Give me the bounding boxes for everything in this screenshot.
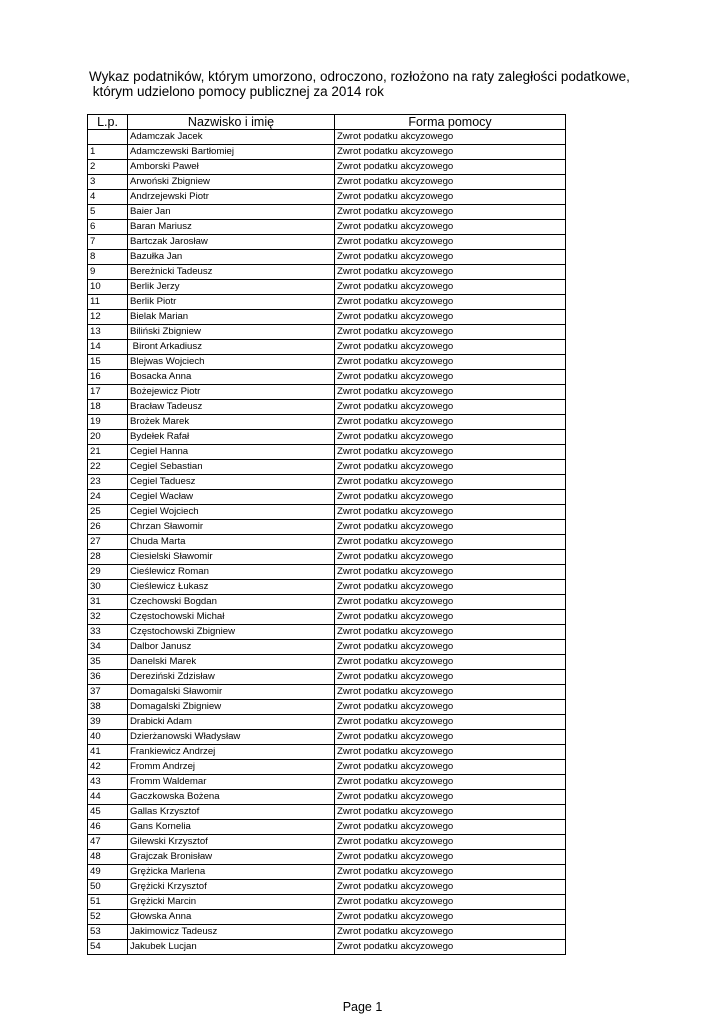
page-number: Page 1	[342, 1000, 383, 1014]
cell-form: Zwrot podatku akcyzowego	[335, 910, 566, 925]
cell-lp: 21	[88, 445, 128, 460]
table-row	[88, 250, 566, 265]
table-row	[88, 295, 566, 310]
cell-name: Domagalski Sławomir	[128, 685, 335, 700]
cell-form: Zwrot podatku akcyzowego	[335, 640, 566, 655]
table-row	[88, 745, 566, 760]
cell-form: Zwrot podatku akcyzowego	[335, 865, 566, 880]
cell-form: Zwrot podatku akcyzowego	[335, 220, 566, 235]
table-row	[88, 670, 566, 685]
cell-form: Zwrot podatku akcyzowego	[335, 400, 566, 415]
table-row	[88, 235, 566, 250]
table-row	[88, 400, 566, 415]
table-row	[88, 370, 566, 385]
cell-lp: 50	[88, 880, 128, 895]
cell-lp: 4	[88, 190, 128, 205]
cell-name: Arwoński Zbigniew	[128, 175, 335, 190]
cell-name: Adamczak Jacek	[128, 130, 335, 145]
cell-lp: 16	[88, 370, 128, 385]
cell-lp: 51	[88, 895, 128, 910]
cell-form: Zwrot podatku akcyzowego	[335, 835, 566, 850]
cell-form: Zwrot podatku akcyzowego	[335, 850, 566, 865]
cell-lp: 54	[88, 940, 128, 955]
cell-form: Zwrot podatku akcyzowego	[335, 205, 566, 220]
cell-name: Domagalski Zbigniew	[128, 700, 335, 715]
cell-form: Zwrot podatku akcyzowego	[335, 925, 566, 940]
cell-lp: 20	[88, 430, 128, 445]
cell-form: Zwrot podatku akcyzowego	[335, 625, 566, 640]
table-row	[88, 790, 566, 805]
cell-name: Gans Kornelia	[128, 820, 335, 835]
cell-name: Fromm Waldemar	[128, 775, 335, 790]
cell-name: Blejwas Wojciech	[128, 355, 335, 370]
cell-name: Chuda Marta	[128, 535, 335, 550]
table-body	[88, 130, 566, 955]
cell-form: Zwrot podatku akcyzowego	[335, 415, 566, 430]
table-row	[88, 190, 566, 205]
cell-lp: 11	[88, 295, 128, 310]
table-row	[88, 835, 566, 850]
cell-lp	[88, 130, 128, 145]
table-row	[88, 865, 566, 880]
cell-name: Bereżnicki Tadeusz	[128, 265, 335, 280]
cell-name: Fromm Andrzej	[128, 760, 335, 775]
cell-name: Bartczak Jarosław	[128, 235, 335, 250]
cell-lp: 46	[88, 820, 128, 835]
table-row	[88, 925, 566, 940]
table-row	[88, 475, 566, 490]
cell-lp: 47	[88, 835, 128, 850]
cell-name: Jakubek Lucjan	[128, 940, 335, 955]
table-row	[88, 385, 566, 400]
cell-lp: 25	[88, 505, 128, 520]
table-row	[88, 580, 566, 595]
cell-name: Grajczak Bronisław	[128, 850, 335, 865]
cell-name: Chrzan Sławomir	[128, 520, 335, 535]
cell-lp: 6	[88, 220, 128, 235]
table-row	[88, 220, 566, 235]
table-row	[88, 520, 566, 535]
cell-form: Zwrot podatku akcyzowego	[335, 580, 566, 595]
table-row	[88, 700, 566, 715]
cell-lp: 31	[88, 595, 128, 610]
cell-form: Zwrot podatku akcyzowego	[335, 610, 566, 625]
cell-lp: 45	[88, 805, 128, 820]
table-row	[88, 130, 566, 145]
table-row	[88, 910, 566, 925]
cell-name: Drabicki Adam	[128, 715, 335, 730]
table-row	[88, 715, 566, 730]
cell-lp: 12	[88, 310, 128, 325]
cell-form: Zwrot podatku akcyzowego	[335, 355, 566, 370]
cell-form: Zwrot podatku akcyzowego	[335, 250, 566, 265]
cell-name: Andrzejewski Piotr	[128, 190, 335, 205]
cell-name: Dzierżanowski Władysław	[128, 730, 335, 745]
cell-lp: 1	[88, 145, 128, 160]
cell-lp: 26	[88, 520, 128, 535]
table-row	[88, 685, 566, 700]
cell-form: Zwrot podatku akcyzowego	[335, 295, 566, 310]
cell-form: Zwrot podatku akcyzowego	[335, 145, 566, 160]
table-row	[88, 415, 566, 430]
cell-lp: 44	[88, 790, 128, 805]
cell-form: Zwrot podatku akcyzowego	[335, 235, 566, 250]
cell-form: Zwrot podatku akcyzowego	[335, 445, 566, 460]
cell-form: Zwrot podatku akcyzowego	[335, 340, 566, 355]
cell-lp: 22	[88, 460, 128, 475]
cell-form: Zwrot podatku akcyzowego	[335, 790, 566, 805]
cell-name: Grężicka Marlena	[128, 865, 335, 880]
table-row	[88, 175, 566, 190]
cell-lp: 34	[88, 640, 128, 655]
cell-form: Zwrot podatku akcyzowego	[335, 595, 566, 610]
cell-lp: 15	[88, 355, 128, 370]
table-row	[88, 595, 566, 610]
cell-name: Berlik Jerzy	[128, 280, 335, 295]
table-row	[88, 505, 566, 520]
cell-form: Zwrot podatku akcyzowego	[335, 745, 566, 760]
cell-name: Cegiel Wacław	[128, 490, 335, 505]
cell-lp: 18	[88, 400, 128, 415]
cell-form: Zwrot podatku akcyzowego	[335, 940, 566, 955]
table-row	[88, 160, 566, 175]
cell-lp: 42	[88, 760, 128, 775]
cell-name: Częstochowski Zbigniew	[128, 625, 335, 640]
cell-lp: 43	[88, 775, 128, 790]
cell-lp: 5	[88, 205, 128, 220]
cell-form: Zwrot podatku akcyzowego	[335, 670, 566, 685]
cell-name: Danelski Marek	[128, 655, 335, 670]
cell-lp: 40	[88, 730, 128, 745]
cell-name: Adamczewski Bartłomiej	[128, 145, 335, 160]
cell-lp: 52	[88, 910, 128, 925]
cell-lp: 33	[88, 625, 128, 640]
cell-form: Zwrot podatku akcyzowego	[335, 775, 566, 790]
cell-form: Zwrot podatku akcyzowego	[335, 385, 566, 400]
cell-lp: 14	[88, 340, 128, 355]
cell-lp: 19	[88, 415, 128, 430]
cell-name: Cieślewicz Łukasz	[128, 580, 335, 595]
cell-lp: 8	[88, 250, 128, 265]
cell-lp: 24	[88, 490, 128, 505]
cell-form: Zwrot podatku akcyzowego	[335, 190, 566, 205]
cell-name: Częstochowski Michał	[128, 610, 335, 625]
cell-lp: 27	[88, 535, 128, 550]
table-row	[88, 490, 566, 505]
table-row	[88, 640, 566, 655]
cell-name: Dalbor Janusz	[128, 640, 335, 655]
title-line-2: którym udzielono pomocy publicznej za 2014 rok	[89, 84, 384, 99]
cell-lp: 7	[88, 235, 128, 250]
cell-name: Berlik Piotr	[128, 295, 335, 310]
table-row	[88, 880, 566, 895]
cell-form: Zwrot podatku akcyzowego	[335, 460, 566, 475]
cell-form: Zwrot podatku akcyzowego	[335, 655, 566, 670]
table-row	[88, 820, 566, 835]
cell-name: Jakimowicz Tadeusz	[128, 925, 335, 940]
cell-form: Zwrot podatku akcyzowego	[335, 895, 566, 910]
table-row	[88, 895, 566, 910]
cell-name: Bosacka Anna	[128, 370, 335, 385]
cell-lp: 48	[88, 850, 128, 865]
cell-lp: 9	[88, 265, 128, 280]
cell-form: Zwrot podatku akcyzowego	[335, 490, 566, 505]
table-row	[88, 655, 566, 670]
cell-name: Gaczkowska Bożena	[128, 790, 335, 805]
cell-form: Zwrot podatku akcyzowego	[335, 880, 566, 895]
cell-lp: 41	[88, 745, 128, 760]
cell-name: Cegiel Taduesz	[128, 475, 335, 490]
table-row	[88, 760, 566, 775]
cell-lp: 2	[88, 160, 128, 175]
table-row	[88, 340, 566, 355]
table-row	[88, 565, 566, 580]
table-row	[88, 850, 566, 865]
cell-lp: 35	[88, 655, 128, 670]
cell-name: Brożek Marek	[128, 415, 335, 430]
table-row	[88, 460, 566, 475]
table-row	[88, 610, 566, 625]
cell-name: Bracław Tadeusz	[128, 400, 335, 415]
table-row	[88, 355, 566, 370]
cell-lp: 37	[88, 685, 128, 700]
cell-form: Zwrot podatku akcyzowego	[335, 760, 566, 775]
cell-name: Grężicki Krzysztof	[128, 880, 335, 895]
cell-name: Baier Jan	[128, 205, 335, 220]
table-row	[88, 535, 566, 550]
cell-form: Zwrot podatku akcyzowego	[335, 160, 566, 175]
cell-form: Zwrot podatku akcyzowego	[335, 265, 566, 280]
cell-lp: 39	[88, 715, 128, 730]
cell-name: Baran Mariusz	[128, 220, 335, 235]
table-row	[88, 445, 566, 460]
cell-name: Gilewski Krzysztof	[128, 835, 335, 850]
cell-name: Cegiel Sebastian	[128, 460, 335, 475]
cell-form: Zwrot podatku akcyzowego	[335, 685, 566, 700]
table-row	[88, 145, 566, 160]
cell-name: Cegiel Hanna	[128, 445, 335, 460]
cell-lp: 28	[88, 550, 128, 565]
table-row	[88, 940, 566, 955]
header-lp: L.p.	[88, 115, 128, 130]
table-row	[88, 775, 566, 790]
cell-name: Cieślewicz Roman	[128, 565, 335, 580]
cell-lp: 38	[88, 700, 128, 715]
table-row	[88, 550, 566, 565]
table-row	[88, 730, 566, 745]
table-row	[88, 265, 566, 280]
cell-name: Gallas Krzysztof	[128, 805, 335, 820]
cell-form: Zwrot podatku akcyzowego	[335, 805, 566, 820]
cell-lp: 30	[88, 580, 128, 595]
cell-form: Zwrot podatku akcyzowego	[335, 550, 566, 565]
cell-lp: 23	[88, 475, 128, 490]
cell-name: Bielak Marian	[128, 310, 335, 325]
cell-form: Zwrot podatku akcyzowego	[335, 280, 566, 295]
cell-name: Frankiewicz Andrzej	[128, 745, 335, 760]
cell-name: Biliński Zbigniew	[128, 325, 335, 340]
header-name: Nazwisko i imię	[128, 115, 335, 130]
cell-name: Biront Arkadiusz	[128, 340, 335, 355]
cell-name: Grężicki Marcin	[128, 895, 335, 910]
document-title	[89, 69, 649, 99]
table-row	[88, 430, 566, 445]
cell-name: Głowska Anna	[128, 910, 335, 925]
cell-form: Zwrot podatku akcyzowego	[335, 700, 566, 715]
cell-name: Dereziński Zdzisław	[128, 670, 335, 685]
cell-lp: 13	[88, 325, 128, 340]
table-row	[88, 280, 566, 295]
cell-form: Zwrot podatku akcyzowego	[335, 430, 566, 445]
cell-lp: 10	[88, 280, 128, 295]
cell-form: Zwrot podatku akcyzowego	[335, 715, 566, 730]
cell-lp: 53	[88, 925, 128, 940]
cell-lp: 3	[88, 175, 128, 190]
table-row	[88, 205, 566, 220]
cell-lp: 49	[88, 865, 128, 880]
cell-form: Zwrot podatku akcyzowego	[335, 520, 566, 535]
table-header-row	[88, 115, 566, 130]
cell-form: Zwrot podatku akcyzowego	[335, 310, 566, 325]
cell-form: Zwrot podatku akcyzowego	[335, 325, 566, 340]
cell-form: Zwrot podatku akcyzowego	[335, 175, 566, 190]
cell-name: Bydełek Rafał	[128, 430, 335, 445]
cell-lp: 29	[88, 565, 128, 580]
cell-name: Amborski Paweł	[128, 160, 335, 175]
table-row	[88, 625, 566, 640]
table-row	[88, 805, 566, 820]
cell-lp: 36	[88, 670, 128, 685]
cell-form: Zwrot podatku akcyzowego	[335, 730, 566, 745]
cell-name: Czechowski Bogdan	[128, 595, 335, 610]
cell-lp: 32	[88, 610, 128, 625]
cell-name: Ciesielski Sławomir	[128, 550, 335, 565]
table-row	[88, 325, 566, 340]
cell-name: Bożejewicz Piotr	[128, 385, 335, 400]
cell-lp: 17	[88, 385, 128, 400]
header-form: Forma pomocy	[335, 115, 566, 130]
cell-form: Zwrot podatku akcyzowego	[335, 475, 566, 490]
cell-form: Zwrot podatku akcyzowego	[335, 565, 566, 580]
cell-form: Zwrot podatku akcyzowego	[335, 130, 566, 145]
taxpayer-table	[87, 114, 566, 955]
cell-name: Cegiel Wojciech	[128, 505, 335, 520]
title-line-1: Wykaz podatników, którym umorzono, odroczono, rozłożono na raty zaległości podatkowe,	[89, 69, 630, 84]
cell-form: Zwrot podatku akcyzowego	[335, 505, 566, 520]
cell-name: Bazułka Jan	[128, 250, 335, 265]
table-row	[88, 310, 566, 325]
cell-form: Zwrot podatku akcyzowego	[335, 535, 566, 550]
cell-form: Zwrot podatku akcyzowego	[335, 820, 566, 835]
cell-form: Zwrot podatku akcyzowego	[335, 370, 566, 385]
